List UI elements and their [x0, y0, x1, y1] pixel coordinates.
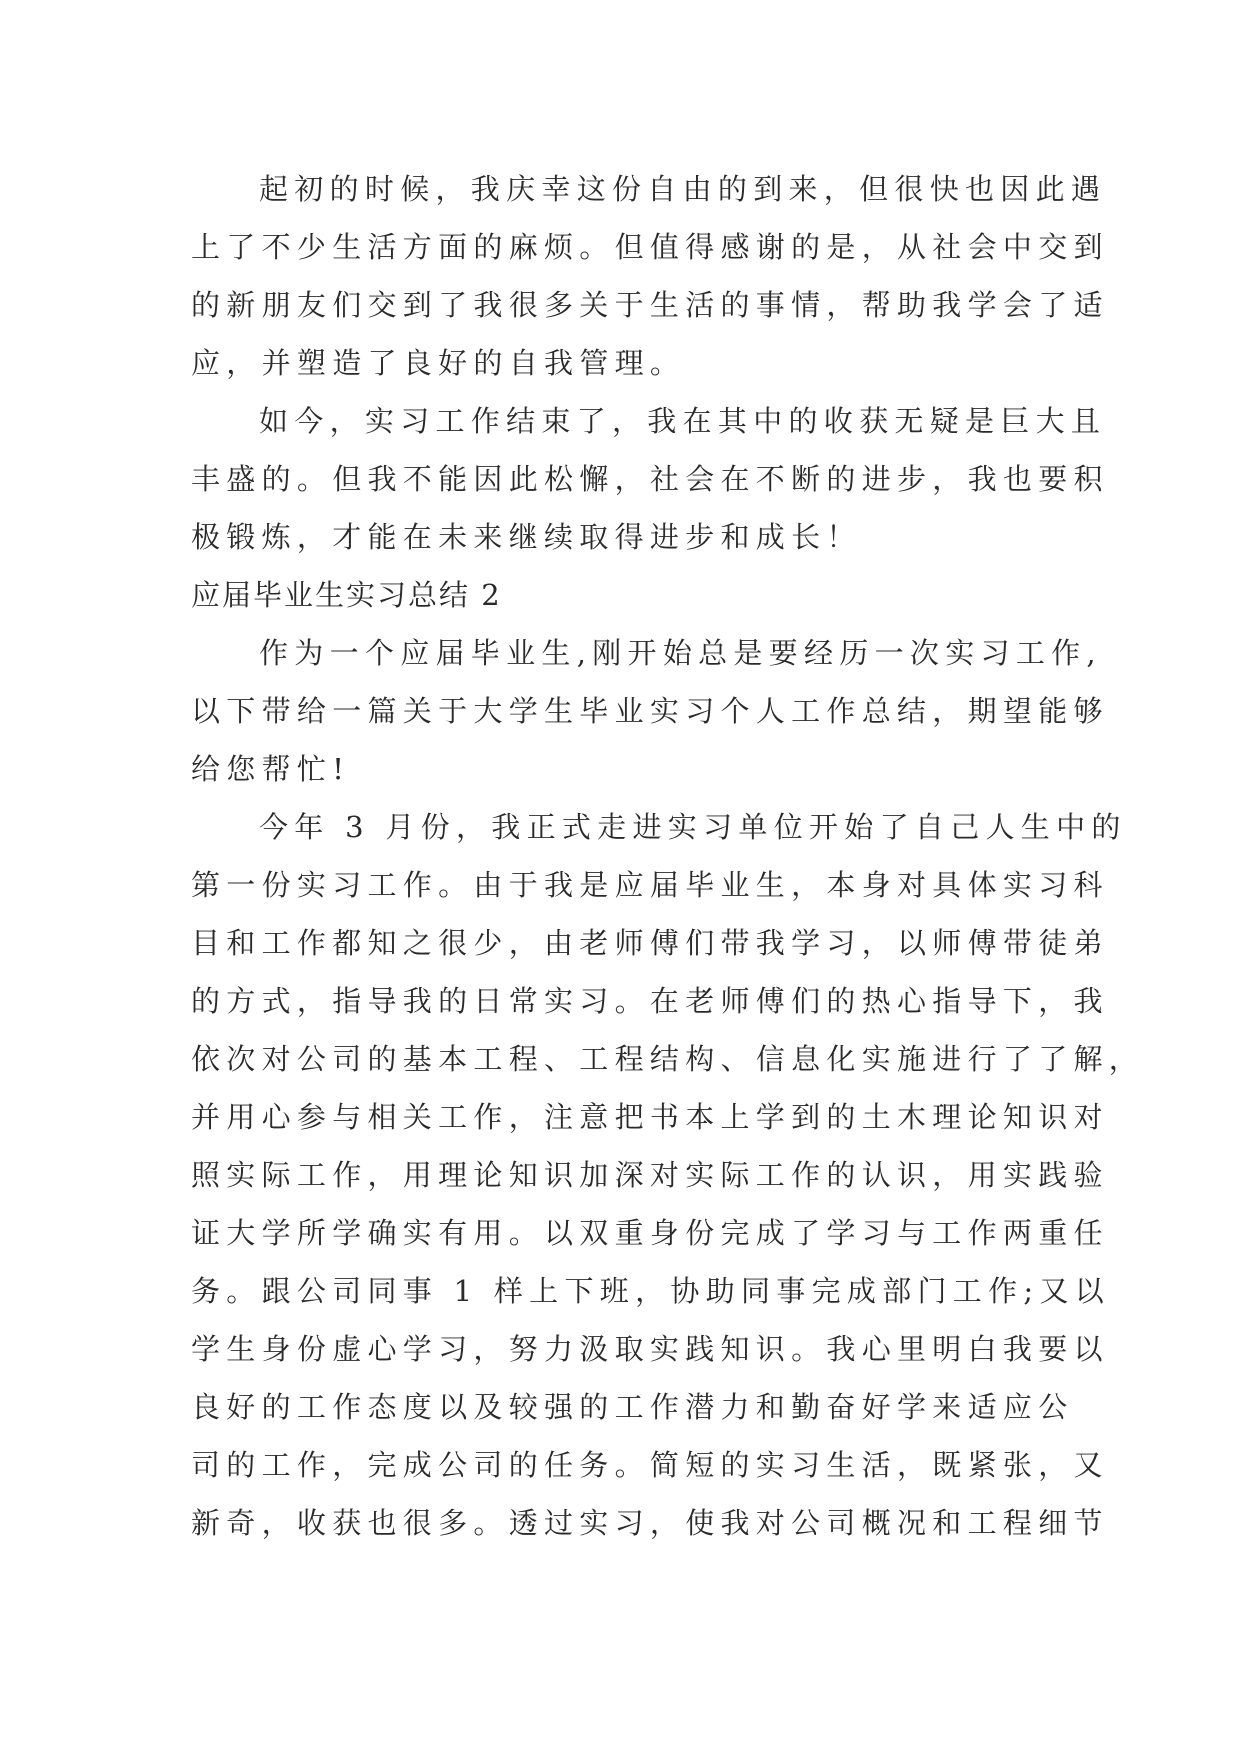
text-line: 起初的时候，我庆幸这份自由的到来，但很快也因此遇 [259, 172, 1107, 206]
text-line: 第一份实习工作。由于我是应届毕业生，本身对具体实习科 [191, 868, 1109, 902]
text-line: 良好的工作态度以及较强的工作潜力和勤奋好学来适应公 [191, 1390, 1074, 1424]
paragraph-3 [191, 624, 1109, 798]
text-line: 务。跟公司同事 1 样上下班，协助同事完成部门工作;又以 [191, 1274, 1111, 1308]
paragraph-2 [191, 392, 1109, 566]
text-line: 上了不少生活方面的麻烦。但值得感谢的是，从社会中交到 [191, 230, 1109, 264]
section-heading [191, 566, 1051, 624]
document-body [191, 160, 1145, 1552]
text-line: 新奇，收获也很多。透过实习，使我对公司概况和工程细节 [191, 1506, 1109, 1540]
text-line: 如今，实习工作结束了，我在其中的收获无疑是巨大且 [259, 404, 1107, 438]
text-line: 给您帮忙! [191, 752, 351, 786]
text-line: 依次对公司的基本工程、工程结构、信息化实施进行了了解， [191, 1042, 1145, 1076]
text-line: 照实际工作，用理论知识加深对实际工作的认识，用实践验 [191, 1158, 1109, 1192]
text-line: 极锻炼，才能在未来继续取得进步和成长！ [191, 520, 862, 554]
text-line: 的新朋友们交到了我很多关于生活的事情，帮助我学会了适 [191, 288, 1109, 322]
text-line: 今年 3 月份，我正式走进实习单位开始了自己人生中的 [259, 810, 1127, 844]
text-line: 证大学所学确实有用。以双重身份完成了学习与工作两重任 [191, 1216, 1109, 1250]
text-line: 应，并塑造了良好的自我管理。 [191, 346, 686, 380]
text-line: 司的工作，完成公司的任务。简短的实习生活，既紧张，又 [191, 1448, 1109, 1482]
text-line: 以下带给一篇关于大学生毕业实习个人工作总结，期望能够 [191, 694, 1109, 728]
text-line: 作为一个应届毕业生,刚开始总是要经历一次实习工作, [259, 636, 1102, 670]
paragraph-1 [191, 160, 1109, 392]
paragraph-4 [191, 798, 1145, 1552]
text-line: 目和工作都知之很少，由老师傅们带我学习，以师傅带徒弟 [191, 926, 1109, 960]
text-line: 丰盛的。但我不能因此松懈，社会在不断的进步，我也要积 [191, 462, 1109, 496]
text-line: 的方式，指导我的日常实习。在老师傅们的热心指导下，我 [191, 984, 1109, 1018]
text-line: 并用心参与相关工作，注意把书本上学到的土木理论知识对 [191, 1100, 1109, 1134]
text-line: 学生身份虚心学习，努力汲取实践知识。我心里明白我要以 [191, 1332, 1109, 1366]
heading-text: 应届毕业生实习总结 2 [191, 578, 502, 612]
